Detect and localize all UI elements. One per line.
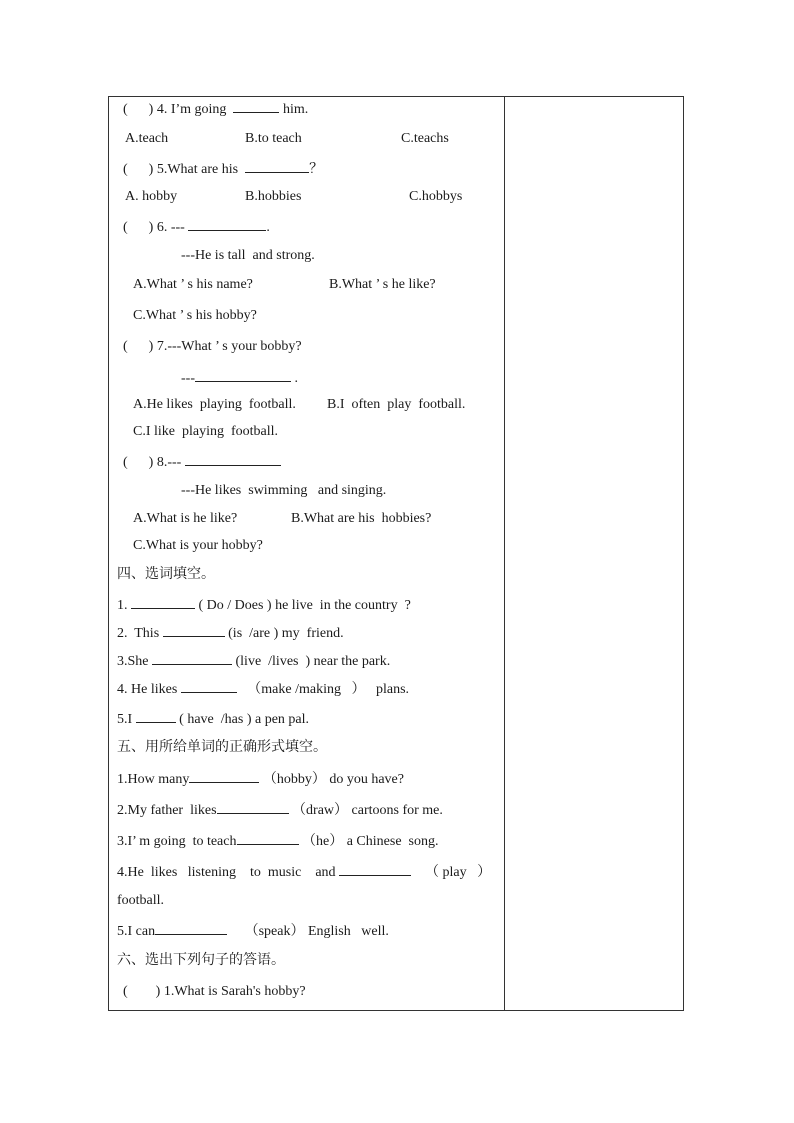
s5-item-2: 2.My father likes （draw） cartoons for me.: [117, 800, 443, 820]
q8-option-a: A.What is he like?: [133, 511, 238, 526]
question-5: ( ) 5.What are his ？: [123, 159, 323, 179]
q6-option-c: C.What ’ s his hobby?: [133, 308, 257, 323]
fill-blank[interactable]: [131, 595, 195, 609]
q7-answer: --- .: [181, 368, 298, 388]
fill-blank[interactable]: [136, 709, 176, 723]
section5-heading: 五、用所给单词的正确形式填空。: [117, 739, 327, 755]
q4-option-a: A.teach: [125, 131, 169, 146]
answer-blank[interactable]: [185, 452, 281, 466]
fill-blank[interactable]: [237, 831, 299, 845]
s5-item-5: 5.I can （speak） English well.: [117, 921, 389, 941]
question-6: ( ) 6. --- .: [123, 217, 270, 237]
q7-option-a: A.He likes playing football.: [133, 397, 296, 412]
question-8: ( ) 8.---: [123, 452, 281, 472]
s4-item-4: 4. He likes （make /making ） plans.: [117, 679, 409, 699]
q6-option-b: B.What ’ s he like?: [329, 277, 436, 292]
s6-item-1: ( ) 1.What is Sarah's hobby?: [123, 984, 306, 999]
s4-item-2: 2. This (is /are ) my friend.: [117, 623, 344, 643]
s5-item-1: 1.How many （hobby） do you have?: [117, 769, 404, 789]
s4-item-3: 3.She (live /lives ) near the park.: [117, 651, 390, 671]
q4-option-c: C.teachs: [401, 131, 449, 146]
s5-item-4-cont: football.: [117, 893, 165, 908]
q8-answer: ---He likes swimming and singing.: [181, 483, 387, 498]
q6-answer: ---He is tall and strong.: [181, 248, 315, 263]
s4-item-5: 5.I ( have /has ) a pen pal.: [117, 709, 309, 729]
answer-blank[interactable]: [195, 368, 291, 382]
q6-option-a: A.What ’ s his name?: [133, 277, 253, 292]
q8-option-c: C.What is your hobby?: [133, 538, 263, 553]
fill-blank[interactable]: [152, 651, 232, 665]
q7-option-b: B.I often play football.: [327, 397, 466, 412]
section4-heading: 四、选词填空。: [117, 566, 215, 582]
fill-blank[interactable]: [189, 769, 259, 783]
fill-blank[interactable]: [339, 862, 411, 876]
question-7: ( ) 7.---What ’ s your bobby?: [123, 339, 302, 354]
q5-option-c: C.hobbys: [409, 189, 463, 204]
s5-item-4: 4.He likes listening to music and （ play ）: [117, 862, 491, 882]
q5-option-a: A. hobby: [125, 189, 178, 204]
answer-blank[interactable]: [233, 99, 279, 113]
s4-item-1: 1. ( Do / Does ) he live in the country ?: [117, 595, 411, 615]
q4-option-b: B.to teach: [245, 131, 302, 146]
q5-option-b: B.hobbies: [245, 189, 302, 204]
fill-blank[interactable]: [163, 623, 225, 637]
fill-blank[interactable]: [217, 800, 289, 814]
worksheet-table: [108, 96, 684, 1011]
answer-blank[interactable]: [245, 159, 309, 173]
q8-option-b: B.What are his hobbies?: [291, 511, 432, 526]
question-4: ( ) 4. I’m going him.: [123, 99, 308, 119]
fill-blank[interactable]: [155, 921, 227, 935]
q7-option-c: C.I like playing football.: [133, 424, 279, 439]
right-empty-cell: [505, 97, 683, 1010]
answer-blank[interactable]: [188, 217, 266, 231]
section6-heading: 六、选出下列句子的答语。: [117, 952, 285, 968]
s5-item-3: 3.I’ m going to teach （he） a Chinese song.: [117, 831, 438, 851]
fill-blank[interactable]: [181, 679, 237, 693]
